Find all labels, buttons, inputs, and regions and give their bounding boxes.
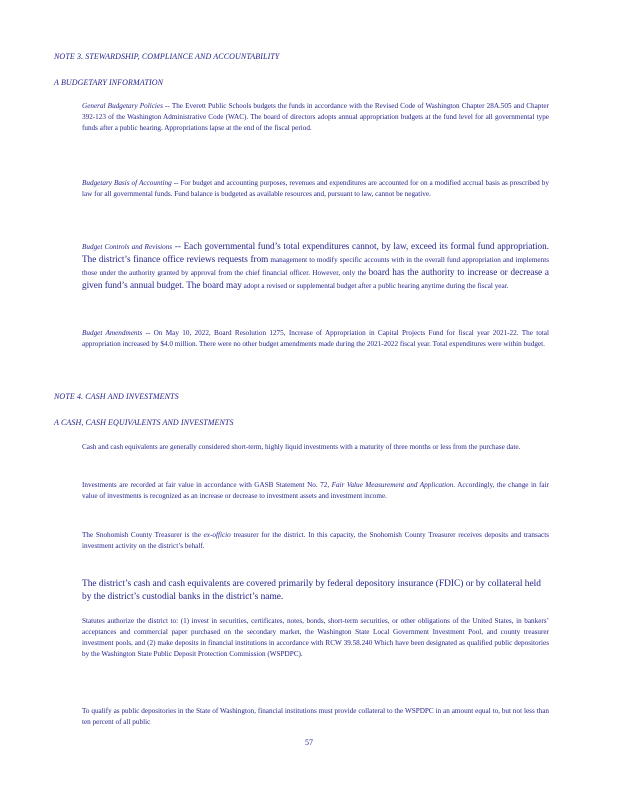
note3-section-a-heading: A BUDGETARY INFORMATION: [54, 78, 164, 87]
paragraph-body: -- For budget and accounting purposes, revenues and expenditures are accounted for on a modified accrual basis as prescribed by law for all governmental funds. Fund balance is budgeted as available resources and, pursuant to law, cannot be negative.: [82, 179, 549, 198]
note3-paragraph-controls: [82, 240, 549, 292]
statement-title: Fair Value Measurement and Application: [331, 481, 454, 489]
paragraph-body: Investments are recorded at fair value in accordance with GASB Statement No. 72,: [82, 481, 332, 489]
latin-term: ex-officio: [203, 531, 231, 539]
note4-paragraph-cash: Cash and cash equivalents are generally considered short-term, highly liquid investments with a maturity of three months or less from the purchase date.: [82, 443, 521, 451]
note4-paragraph-investments: [82, 480, 549, 502]
note4-paragraph-treasurer: [82, 530, 549, 552]
note4-paragraph-depositories: To qualify as public depositories in the State of Washington, financial institutions must provide collateral to the WSPDPC in an amount equal to, but not less than ten percent of all public: [82, 707, 549, 726]
paragraph-body: . Accordingly, the change in fair value of investments is recognized as an increase or decrease to investment assets and investment income.: [82, 481, 549, 500]
paragraph-title: Budgetary Basis of Accounting: [82, 179, 172, 187]
note4-heading: NOTE 4. CASH AND INVESTMENTS: [54, 392, 179, 401]
paragraph-body: -- On May 10, 2022, Board Resolution 1275, Increase of Appropriation in Capital Projects Fund for fiscal year 2021-22. The total appropriation increased by $4.0 million. There were no other budget amendments made during the 2021-2022 fiscal year. Total expenditures were within budget.: [82, 329, 549, 348]
paragraph-body: adopt a revised or supplemental budget after a public hearing anytime during the fiscal year.: [243, 282, 509, 290]
note3-heading: NOTE 3. STEWARDSHIP, COMPLIANCE AND ACCOUNTABILITY: [54, 52, 280, 61]
paragraph-body: treasurer for the district. In this capacity, the Snohomish County Treasurer receives deposits and transacts investment activity on the district’s behalf.: [82, 531, 549, 550]
note3-paragraph-basis: [82, 178, 549, 200]
paragraph-body-large: -- Each governmental fund’s total expenditures cannot, by law, exceed its formal fund appropriation. The district’s finance office reviews requests from: [82, 241, 549, 264]
paragraph-body-large: board has the authority to increase or decrease a given fund’s annual budget. The board may: [82, 267, 550, 290]
paragraph-body: management to modify specific accounts with in the overall fund appropriation and implements those under the authority granted by approval from the chief financial officer. However, only the: [82, 256, 549, 277]
paragraph-title: Budget Controls and Revisions: [82, 243, 173, 251]
note4-section-a-heading: A CASH, CASH EQUIVALENTS AND INVESTMENTS: [54, 418, 234, 427]
paragraph-title: Budget Amendments: [82, 329, 143, 337]
paragraph-body: The Snohomish County Treasurer is the: [82, 531, 204, 539]
note4-paragraph-fdic: The district’s cash and cash equivalents are covered primarily by federal depository insurance (FDIC) or by collateral held by the district’s custodial banks in the district’s name.: [82, 579, 541, 602]
note4-paragraph-statutes: Statutes authorize the district to: (1) invest in securities, certificates, notes, bonds, short-term securities, or other obligations of the United States, in bankers’ acceptances and commercial paper purchased on the secondary market, the Washington State Local Government Investment Pool, and county treasurer investment pools, and (2) make deposits in financial institutions in accordance with RCW 39.58.240 Which have been designated as qualified public depositories by the Washington State Public Deposit Protection Commission (WSPDPC).: [82, 617, 549, 658]
paragraph-body: -- The Everett Public Schools budgets the funds in accordance with the Revised Code of Washington Chapter 28A.505 and Chapter 392-123 of the Washington Administrative Code (WAC). The board of directors adopts annual appropriation budgets at the fund level for all governmental type funds after a public hearing. Appropriations lapse at the end of the fiscal period.: [82, 102, 549, 132]
note3-paragraph-amendments: [82, 328, 549, 350]
page-number: 57: [305, 738, 313, 747]
note3-paragraph-general: [82, 101, 549, 134]
paragraph-title: General Budgetary Policies: [82, 102, 163, 110]
